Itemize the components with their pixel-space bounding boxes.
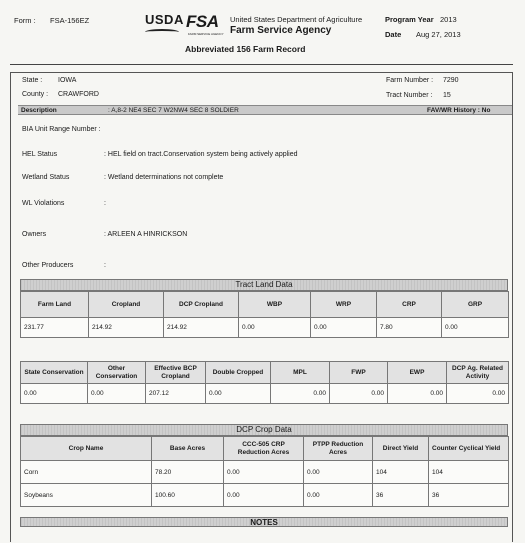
cell-crp-reduction-acres: 0.00 [224, 461, 304, 484]
header-divider [10, 64, 513, 65]
cell-dcp-ag-related-activity: 0.00 [447, 384, 509, 404]
fsa-logo-text: FSA [186, 12, 219, 31]
col-crp: CRP [377, 292, 442, 318]
col-wbp: WBP [239, 292, 311, 318]
wl-violations-label: WL Violations [22, 200, 65, 207]
cell-wrp: 0.00 [311, 318, 377, 338]
usda-logo [145, 12, 184, 36]
date-value: Aug 27, 2013 [416, 30, 461, 39]
cell-grp: 0.00 [442, 318, 509, 338]
cell-counter-cyclical-yield: 36 [429, 484, 509, 507]
wl-violations-value: : [104, 200, 106, 207]
tract-land-table-2 [20, 361, 509, 404]
cell-base-acres: 78.20 [152, 461, 224, 484]
cell-direct-yield: 36 [373, 484, 429, 507]
tract-land-data-title: Tract Land Data [20, 279, 508, 291]
col-counter-cyclical-yield: Counter Cyclical Yield [429, 437, 509, 461]
description-bar [18, 105, 512, 115]
col-fwp: FWP [330, 362, 388, 384]
cell-fwp: 0.00 [330, 384, 388, 404]
county-label: County : [22, 91, 49, 98]
tract-number-label: Tract Number : [386, 92, 433, 99]
form-number: FSA-156EZ [50, 16, 90, 25]
cell-crp: 7.80 [377, 318, 442, 338]
farm-number-value: 7290 [443, 77, 459, 84]
cell-dcp-cropland: 214.92 [164, 318, 239, 338]
col-wrp: WRP [311, 292, 377, 318]
cell-crop-name: Corn [21, 461, 152, 484]
col-double-cropped: Double Cropped [206, 362, 271, 384]
table-row [21, 318, 509, 338]
col-mpl: MPL [271, 362, 330, 384]
col-effective-bcp-cropland: Effective BCP Cropland [146, 362, 206, 384]
cell-double-cropped: 0.00 [206, 384, 271, 404]
cell-effective-bcp-cropland: 207.12 [146, 384, 206, 404]
cell-other-conservation: 0.00 [88, 384, 146, 404]
state-value: IOWA [58, 77, 77, 84]
tract-land-table [20, 291, 509, 338]
col-dcp-cropland: DCP Cropland [164, 292, 239, 318]
table-row [21, 384, 509, 404]
table-row [21, 461, 509, 484]
fav-wr-history: FAV/WR History : No [427, 107, 491, 114]
col-other-conservation: Other Conservation [88, 362, 146, 384]
col-ewp: EWP [388, 362, 447, 384]
hel-status-value: : HEL field on tract.Conservation system being actively applied [104, 151, 298, 158]
col-dcp-ag-related-activity: DCP Ag. Related Activity [447, 362, 509, 384]
cell-counter-cyclical-yield: 104 [429, 461, 509, 484]
description-value: : A,8-2 NE4 SEC 7 W2NW4 SEC 8 SOLDIER [108, 107, 239, 114]
agency-name: Farm Service Agency [230, 25, 332, 36]
department-name: United States Department of Agriculture [230, 15, 363, 24]
other-producers-label: Other Producers [22, 262, 74, 269]
table-row [21, 484, 509, 507]
dcp-crop-table [20, 436, 509, 507]
col-base-acres: Base Acres [152, 437, 224, 461]
fsa-logo [186, 12, 224, 38]
county-value: CRAWFORD [58, 91, 99, 98]
tract-number-value: 15 [443, 92, 451, 99]
col-ccc-505-crp-reduction-acres: CCC-505 CRP Reduction Acres [224, 437, 304, 461]
wetland-status-value: : Wetland determinations not complete [104, 174, 224, 181]
program-year-label: Program Year [385, 15, 434, 24]
col-ptpp-reduction-acres: PTPP Reduction Acres [304, 437, 373, 461]
col-cropland: Cropland [89, 292, 164, 318]
date-label: Date [385, 30, 402, 39]
dcp-crop-data-title: DCP Crop Data [20, 424, 508, 436]
usda-logo-text: USDA [145, 12, 184, 27]
cell-mpl: 0.00 [271, 384, 330, 404]
description-label: Description [21, 107, 57, 114]
cell-direct-yield: 104 [373, 461, 429, 484]
wetland-status-label: Wetland Status [22, 174, 70, 181]
other-producers-value: : [104, 262, 106, 269]
program-year-value: 2013 [440, 15, 457, 24]
col-grp: GRP [442, 292, 509, 318]
cell-crop-name: Soybeans [21, 484, 152, 507]
owners-value: : ARLEEN A HINRICKSON [104, 231, 188, 238]
col-state-conservation: State Conservation [21, 362, 88, 384]
usda-logo-swoosh [145, 29, 179, 35]
cell-cropland: 214.92 [89, 318, 164, 338]
cell-state-conservation: 0.00 [21, 384, 88, 404]
cell-wbp: 0.00 [239, 318, 311, 338]
cell-crp-reduction-acres: 0.00 [224, 484, 304, 507]
page-title: Abbreviated 156 Farm Record [185, 44, 306, 54]
col-farm-land: Farm Land [21, 292, 89, 318]
cell-ptpp-reduction-acres: 0.00 [304, 461, 373, 484]
hel-status-label: HEL Status [22, 151, 58, 158]
cell-ptpp-reduction-acres: 0.00 [304, 484, 373, 507]
fsa-logo-subtext: FARM SERVICE AGENCY [188, 32, 224, 36]
cell-ewp: 0.00 [388, 384, 447, 404]
farm-number-label: Farm Number : [386, 77, 434, 84]
notes-title: NOTES [20, 517, 508, 527]
owners-label: Owners [22, 231, 47, 238]
form-label: Form : [14, 16, 36, 25]
bia-unit-label: BIA Unit Range Number : [22, 126, 101, 133]
cell-farm-land: 231.77 [21, 318, 89, 338]
state-label: State : [22, 77, 43, 84]
col-crop-name: Crop Name [21, 437, 152, 461]
cell-base-acres: 100.60 [152, 484, 224, 507]
col-direct-yield: Direct Yield [373, 437, 429, 461]
